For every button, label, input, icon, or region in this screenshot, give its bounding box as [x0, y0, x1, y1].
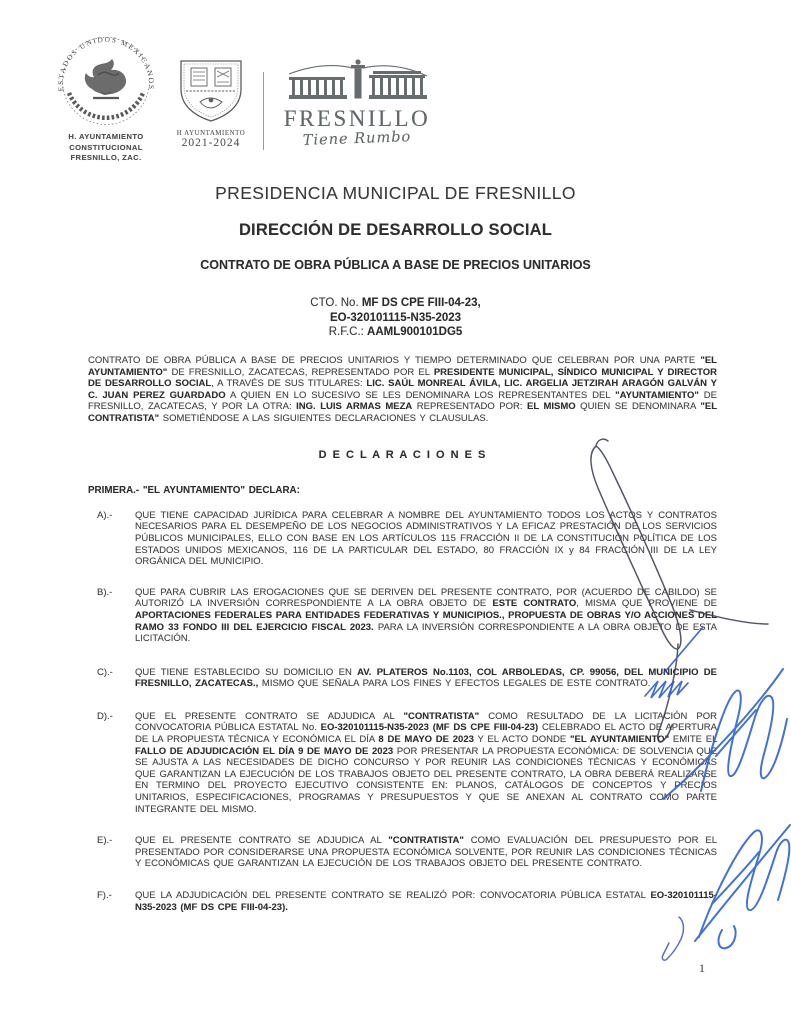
department-title: DIRECCIÓN DE DESARROLLO SOCIAL	[238, 221, 553, 239]
municipal-shield	[166, 58, 256, 149]
intro-paragraph: CONTRATO DE OBRA PÚBLICA A BASE DE PRECIOS UNITARIOS Y TIEMPO DETERMINADO QUE CELEBRAN POR UNA PARTE "EL AYUNTAMIENTO" DE FRESNILLO, ZACATECAS, REPRESENTADO POR EL PRESIDENTE MUNICIPAL, SÍNDICO MUNICIPAL Y DIRECTOR DE DESARROLLO SOCIAL, A TRAVÉS DE SUS TITULARES: LIC. SAÚL MONREAL ÁVILA, LIC. ARGELIA JETZIRAH ARAGÓN GALVÁN Y C. JUAN PEREZ GUARDADO A QUIEN EN LO SUCESIVO SE LES DENOMINARA LOS REPRESENTANTES DEL "AYUNTAMIENTO" DE FRESNILLO, ZACATECAS, Y POR LA OTRA: ING. LUIS ARMAS MEZA REPRESENTADO POR: EL MISMO QUIEN SE DENOMINARA "EL CONTRATISTA" SOMETIÉNDOSE A LAS SIGUIENTES DECLARACIONES Y CLAUSULAS.	[88, 355, 718, 424]
declaration-items	[88, 510, 717, 913]
seal-caption	[50, 132, 162, 164]
cto-number-line	[0, 296, 791, 311]
item-label: C).-	[97, 666, 113, 678]
fresnillo-logo	[272, 58, 442, 147]
item-text: QUE EL PRESENTE CONTRATO SE ADJUDICA AL "CONTRATISTA" COMO RESULTADO DE LA LICITACIÓN POR CONVOCATORIA PÚBLICA ESTATAL No. EO-320101115-N35-2023 (MF DS CPE FIII-04-23) CELEBRADO EL ACTO DE APERTURA DE LA PROPUESTA TÉCNICA Y ECONÓMICA EL DÍA 8 DE MAYO DE 2023 Y EL ACTO DONDE "EL AYUNTAMIENTO" EMITE EL FALLO DE ADJUDICACIÓN EL DÍA 9 DE MAYO DE 2023 POR PRESENTAR LA PROPUESTA ECONÓMICA: DE SOLVENCIA QUE SE AJUSTA A LAS NECESIDADES DE DICHO CONCURSO Y POR REUNIR LAS CONDICIONES TÉCNICAS Y ECONÓMICAS QUE GARANTIZAN LA EJECUCIÓN DE LOS TRABAJOS OBJETO DEL PRESENTE CONTRATO, LA OBRA DEBERÁ REALIZARSE EN TERMINO DEL PROYECTO EJECUTIVO CONSISTENTE EN: PLANOS, CATÁLOGOS DE CONCEPTOS Y PRECIOS UNITARIOS, ESPECIFICACIONES, PROGRAMAS Y PRESUPUESTOS Y QUE SE ANEXAN AL CONTRATO COMO PARTE INTEGRANTE DEL MISMO.	[135, 710, 717, 815]
declaration-item-f	[88, 890, 717, 913]
contract-type-title: CONTRATO DE OBRA PÚBLICA A BASE DE PRECIOS UNITARIOS	[200, 258, 591, 272]
logo-tagline: Tiene Rumbo	[302, 129, 412, 149]
logo-wordmark: FRESNILLO	[283, 106, 431, 131]
page-title: PRESIDENCIA MUNICIPAL DE FRESNILLO	[215, 183, 576, 203]
cto-value: MF DS CPE FIII-04-23,	[361, 297, 481, 309]
monument-icon	[281, 58, 433, 104]
shield-caption-line1: H AYUNTAMIENTO	[176, 130, 246, 137]
rfc-value: AAML900101DG5	[367, 326, 463, 338]
item-text: QUE EL PRESENTE CONTRATO SE ADJUDICA AL "CONTRATISTA" COMO EVALUACIÓN DEL PRESUPUESTO POR EL PRESENTADO POR CONSIDERARSE UNA PROPUESTA ECONÓMICA SOLVENTE, POR REUNIR LAS CONDICIONES TÉCNICAS Y ECONÓMICAS QUE GARANTIZAN LA EJECUCIÓN DE LOS TRABAJOS OBJETO DEL PRESENTE CONTRATO.	[135, 835, 717, 870]
item-text: QUE TIENE ESTABLECIDO SU DOMICILIO EN AV. PLATEROS No.1103, COL ARBOLEDAS, CP. 99056, DEL MUNICIPIO DE FRESNILLO, ZACATECAS., MISMO QUE SEÑALA PARA LOS FINES Y EFECTOS LEGALES DE ESTE CONTRATO.	[135, 666, 717, 690]
seal-caption-line: FRESNILLO, ZAC.	[70, 153, 142, 162]
item-label: D).-	[97, 710, 113, 722]
declaration-item-c	[88, 667, 717, 690]
national-seal	[50, 36, 162, 164]
shield-caption-line2: 2021-2024	[181, 137, 241, 149]
declaration-item-b	[88, 587, 717, 645]
page-number: 1	[699, 961, 705, 975]
seal-caption-line: CONSTITUCIONAL	[69, 142, 143, 152]
declaration-item-e	[88, 835, 717, 870]
declaration-item-d	[88, 711, 717, 815]
document-header	[0, 0, 791, 175]
rfc-line	[0, 325, 791, 340]
item-text: QUE TIENE CAPACIDAD JURÍDICA PARA CELEBRAR A NOMBRE DEL AYUNTAMIENTO TODOS LOS ACTOS Y CONTRATOS NECESARIOS PARA EL DESEMPEÑO DE LOS NEGOCIOS ADMINISTRATIVOS Y LA EFICAZ PRESTACIÓN DE LOS SERVICIOS PÚBLICOS MUNICIPALES, ELLO CON BASE EN LOS ARTÍCULOS 115 FRACCIÓN II DE LA CONSTITUCIÓN POLÍTICA DE LOS ESTADOS UNIDOS MEXICANOS, 116 DE LA PARTICULAR DEL ESTADO, 80 FRACCIÓN IX y 84 FRACCIÓN III DE LA LEY ORGÁNICA DEL MUNICIPIO.	[135, 509, 717, 568]
item-label: B).-	[97, 586, 113, 598]
contract-reference-block	[0, 296, 791, 340]
mexican-coat-of-arms-icon	[52, 36, 160, 126]
seal-caption-line: H. AYUNTAMIENTO	[68, 132, 144, 141]
declarations-heading: D E C L A R A C I O N E S	[318, 448, 487, 461]
item-text: QUE PARA CUBRIR LAS EROGACIONES QUE SE DERIVEN DEL PRESENTE CONTRATO, POR (ACUERDO DE CABILDO) SE AUTORIZÓ LA INVERSIÓN CORRESPONDIENTE A LA OBRA OBJETO DE ESTE CONTRATO, MISMA QUE PROVIENE DE APORTACIONES FEDERALES PARA ENTIDADES FEDERATIVAS Y MUNICIPIOS., PROPUESTA DE OBRAS Y/O ACCIONES DEL RAMO 33 FONDO III DEL EJERCICIO FISCAL 2023. PARA LA INVERSIÓN CORRESPONDIENTE A LA OBRA OBJETO DE ESTA LICITACIÓN.	[135, 586, 717, 645]
declaration-first-title: PRIMERA.- "EL AYUNTAMIENTO" DECLARA:	[88, 485, 300, 497]
item-text: QUE LA ADJUDICACIÓN DEL PRESENTE CONTRATO SE REALIZÓ POR: CONVOCATORIA PÚBLICA ESTATAL EO-320101115-N35-2023 (MF DS CPE FIII-04-23).	[135, 890, 717, 913]
document-body	[88, 355, 717, 932]
item-label: E).-	[97, 835, 113, 847]
cto-label: CTO. No.	[310, 297, 362, 309]
declaration-item-a	[88, 510, 717, 568]
seal-ring-text: ESTADOS UNIDOS MEXICANOS	[55, 36, 157, 92]
rfc-label: R.F.C.:	[328, 326, 368, 338]
item-label: F).-	[97, 890, 112, 901]
eo-number-line: EO-320101115-N35-2023	[329, 311, 462, 324]
ayuntamiento-shield-icon	[172, 58, 250, 124]
item-label: A).-	[97, 509, 113, 521]
header-divider	[263, 72, 264, 150]
